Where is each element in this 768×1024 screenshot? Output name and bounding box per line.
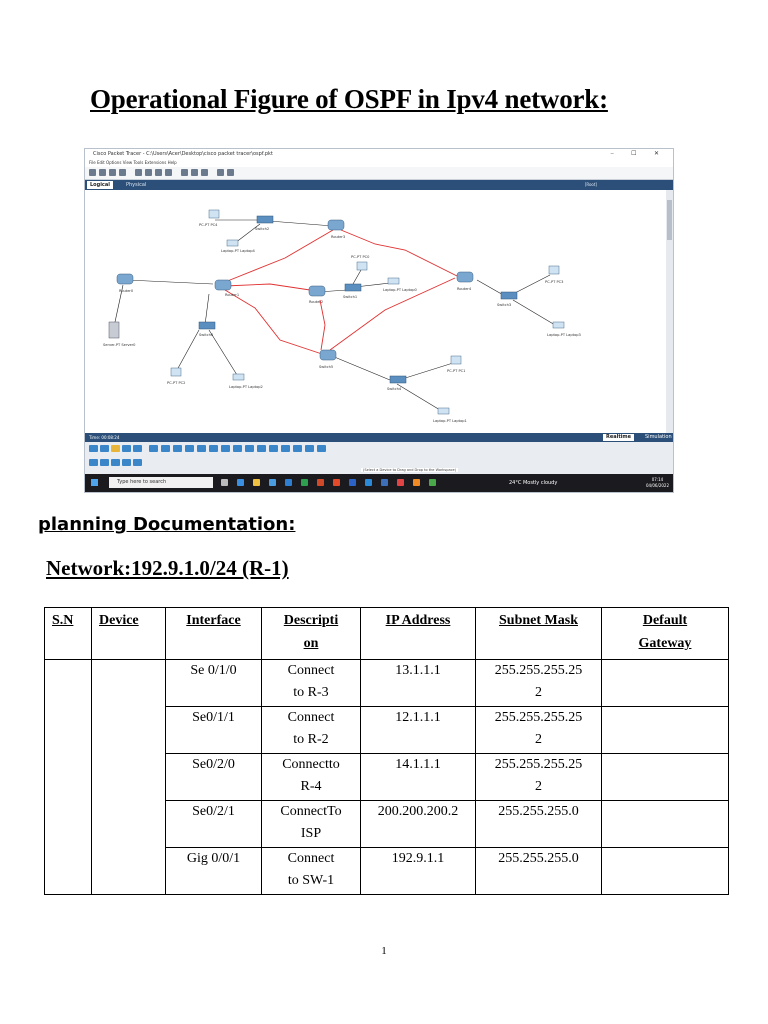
device-model-icon: [233, 445, 242, 452]
description-cell: Connect to R-3: [262, 660, 361, 707]
laptop-icon: [227, 240, 238, 246]
router2-label: Router2: [309, 300, 324, 304]
device-model-icon: [197, 445, 206, 452]
pc-icon: [357, 262, 367, 270]
vscode-icon: [365, 479, 372, 486]
vlc-icon: [413, 479, 420, 486]
laptop-icon: [388, 278, 399, 284]
ip-cell: 200.200.200.2: [361, 801, 476, 848]
table-row: [45, 660, 729, 707]
device-model-icon: [173, 445, 182, 452]
device-model-icon: [317, 445, 326, 452]
switch-category-icon: [100, 445, 109, 452]
header-default-gateway: Default Gateway: [602, 608, 729, 660]
paste-icon: [145, 169, 152, 176]
header-device: Device: [92, 608, 166, 660]
server-icon: [109, 322, 119, 338]
switch0-label: Switch0: [199, 333, 214, 337]
gateway-cell: [602, 660, 729, 707]
device-model-icon: [245, 445, 254, 452]
print-icon: [119, 169, 126, 176]
switch-icon: [199, 322, 215, 329]
windows-taskbar: [85, 474, 673, 492]
device-model-icon: [269, 445, 278, 452]
category-icon: [133, 459, 142, 466]
category-icon: [89, 459, 98, 466]
network-heading: Network:192.9.1.0/24 (R-1): [46, 556, 289, 580]
router-icon: [328, 220, 344, 230]
serial-links: [225, 230, 457, 354]
clock-date: 04/06/2022: [645, 483, 669, 488]
gateway-cell: [602, 848, 729, 895]
file-explorer-icon: [253, 479, 260, 486]
pc-icon: [451, 356, 461, 364]
weather-widget: 24°C Mostly cloudy: [509, 480, 558, 486]
taskbar-clock: [646, 477, 669, 489]
workspace-scrollbar: [666, 190, 673, 433]
clock-time: 07:14: [651, 477, 664, 482]
switch-icon: [390, 376, 406, 383]
word-icon: [349, 479, 356, 486]
device-model-icon: [209, 445, 218, 452]
menu-bar: File Edit Options View Tools Extensions Help: [85, 159, 673, 167]
header-sn: S.N: [45, 608, 92, 660]
gateway-cell: [602, 754, 729, 801]
table-header-row: [45, 608, 729, 660]
custom-device-icon: [227, 169, 234, 176]
device-model-icon: [293, 445, 302, 452]
palette-icon: [217, 169, 224, 176]
simulation-button: Simulation: [645, 434, 672, 440]
time-bar: [85, 433, 673, 442]
device-model-icon: [149, 445, 158, 452]
chrome-icon: [333, 479, 340, 486]
toolbar: [85, 167, 673, 180]
realtime-button: Realtime: [603, 434, 634, 441]
switch-icon: [345, 284, 361, 291]
zoom-reset-icon: [201, 169, 208, 176]
router-icon: [320, 350, 336, 360]
page-title: Operational Figure of OSPF in Ipv4 network:: [90, 84, 608, 114]
save-icon: [109, 169, 116, 176]
mask-cell: 255.255.255.25 2: [476, 707, 602, 754]
taskbar-search: Type here to search: [109, 477, 213, 488]
device-model-icon: [161, 445, 170, 452]
interface-cell: Se0/2/1: [166, 801, 262, 848]
laptop-icon: [438, 408, 449, 414]
interface-cell: Gig 0/0/1: [166, 848, 262, 895]
pc-icon: [171, 368, 181, 376]
switch1-label: Switch1: [343, 295, 358, 299]
pc-icon: [209, 210, 219, 218]
description-cell: ConnectTo ISP: [262, 801, 361, 848]
redo-icon: [165, 169, 172, 176]
device-model-icon: [257, 445, 266, 452]
router3-label: Router3: [331, 235, 346, 239]
ip-cell: 14.1.1.1: [361, 754, 476, 801]
packet-tracer-screenshot: [84, 148, 674, 493]
pc-icon: [549, 266, 559, 274]
open-file-icon: [99, 169, 106, 176]
router-icons: [117, 220, 473, 360]
window-controls: – ☐ ✕: [610, 151, 667, 157]
planning-heading: planning Documentation:: [38, 514, 296, 535]
router0-label: Router0: [119, 289, 134, 293]
header-ip-address: IP Address: [361, 608, 476, 660]
switch-icon: [257, 216, 273, 223]
router1-label: Router1: [225, 293, 240, 297]
mail-icon: [285, 479, 292, 486]
router-icon: [309, 286, 325, 296]
laptop-icon: [553, 322, 564, 328]
description-cell: Connect to R-2: [262, 707, 361, 754]
zoom-in-icon: [181, 169, 188, 176]
wireless-category-icon: [133, 445, 142, 452]
device-model-icon: [305, 445, 314, 452]
header-description: Descripti on: [262, 608, 361, 660]
device-model-icon: [185, 445, 194, 452]
mask-cell: 255.255.255.25 2: [476, 660, 602, 707]
pc2-label: PC-PT PC2: [167, 381, 186, 385]
laptop0-label: Laptop-PT Laptop0: [383, 288, 417, 292]
laptop4-label: Laptop-PT Laptop4: [221, 249, 255, 253]
powerpoint-icon: [317, 479, 324, 486]
status-hint: (Select a Device to Drag and Drop to the Workspace): [363, 468, 457, 472]
new-file-icon: [89, 169, 96, 176]
router4-label: Router4: [457, 287, 472, 291]
laptop3-label: Laptop-PT Laptop3: [547, 333, 581, 337]
excel-icon: [301, 479, 308, 486]
device-panel: [85, 442, 673, 474]
header-interface: Interface: [166, 608, 262, 660]
gateway-cell: [602, 707, 729, 754]
app-icon: [381, 479, 388, 486]
router-bottom-label: Switch5: [319, 365, 334, 369]
pc1-label: PC-PT PC1: [447, 369, 466, 373]
laptop1-label: Laptop-PT Laptop1: [433, 419, 467, 423]
edge-icon: [237, 479, 244, 486]
switch-icon: [501, 292, 517, 299]
logical-workspace: [85, 190, 666, 433]
network-topology: [85, 190, 666, 433]
interface-cell: Se0/2/0: [166, 754, 262, 801]
switch2-label: Switch2: [255, 227, 270, 231]
device-cell: [92, 660, 166, 895]
sn-cell: [45, 660, 92, 895]
interface-cell: Se0/1/1: [166, 707, 262, 754]
device-model-icon: [221, 445, 230, 452]
page-number: 1: [381, 945, 387, 957]
gateway-cell: [602, 801, 729, 848]
window-title: Cisco Packet Tracer - C:\Users\Acer\Desktop\cisco packet tracer\ospf.pkt: [85, 149, 673, 159]
category-icon: [111, 459, 120, 466]
tab-physical: Physical: [126, 182, 147, 188]
mask-cell: 255.255.255.25 2: [476, 754, 602, 801]
pc4-label: PC-PT PC4: [199, 223, 218, 227]
root-label: [Root]: [584, 182, 597, 187]
header-subnet-mask: Subnet Mask: [476, 608, 602, 660]
copy-icon: [135, 169, 142, 176]
description-cell: Connect to SW-1: [262, 848, 361, 895]
interface-cell: Se 0/1/0: [166, 660, 262, 707]
category-icon: [122, 459, 131, 466]
tab-logical: Logical: [87, 181, 113, 189]
switch4-label: Switch4: [387, 387, 402, 391]
switch-icons: [199, 216, 517, 383]
router-category-icon: [89, 445, 98, 452]
time-label: Time: 00:08:24: [89, 435, 120, 440]
ip-cell: 192.9.1.1: [361, 848, 476, 895]
scrollbar-thumb: [667, 200, 672, 240]
router-icon: [215, 280, 231, 290]
laptop-icon: [233, 374, 244, 380]
pc0-label: PC-PT PC0: [351, 255, 370, 259]
app-icon: [397, 479, 404, 486]
router-icon: [117, 274, 133, 284]
switch3-label: Switch3: [497, 303, 512, 307]
windows-start-icon: [91, 479, 98, 486]
store-icon: [269, 479, 276, 486]
pc3-label: PC-PT PC3: [545, 280, 564, 284]
ip-planning-table: [44, 607, 729, 895]
ip-cell: 13.1.1.1: [361, 660, 476, 707]
packet-tracer-icon: [429, 479, 436, 486]
router-icon: [457, 272, 473, 282]
ip-cell: 12.1.1.1: [361, 707, 476, 754]
category-icon: [100, 459, 109, 466]
mask-cell: 255.255.255.0: [476, 848, 602, 895]
laptop2-label: Laptop-PT Laptop2: [229, 385, 263, 389]
server0-label: Server-PT Server0: [103, 343, 136, 347]
zoom-out-icon: [191, 169, 198, 176]
workspace-tab-bar: [85, 180, 673, 190]
device-model-icon: [281, 445, 290, 452]
task-view-icon: [221, 479, 228, 486]
description-cell: Connectto R-4: [262, 754, 361, 801]
undo-icon: [155, 169, 162, 176]
enddevice-category-icon: [122, 445, 131, 452]
mask-cell: 255.255.255.0: [476, 801, 602, 848]
connection-category-icon: [111, 445, 120, 452]
